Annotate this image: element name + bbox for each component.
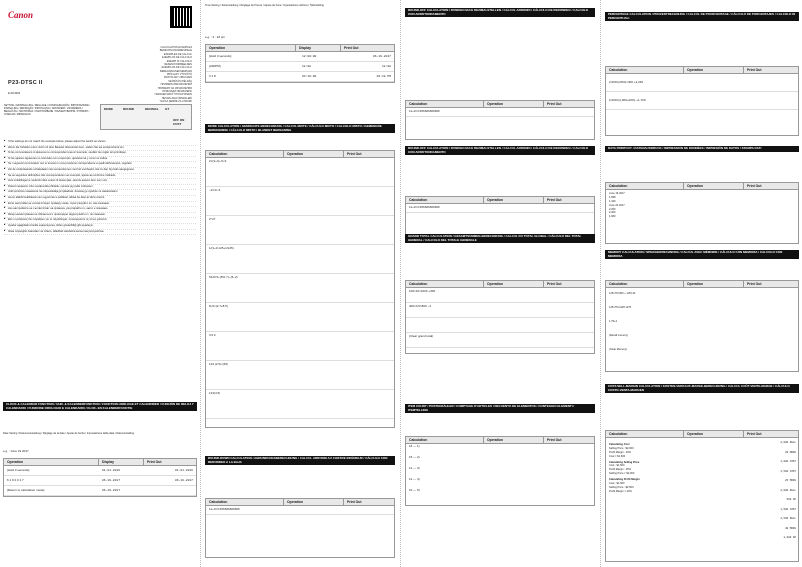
list-item: Calculating Profit Margin (609, 478, 640, 482)
col-operation: Operation (684, 281, 744, 287)
grandtotal-table (405, 280, 595, 354)
table-row: 2,000×(2,000÷20%) +1,700 (606, 92, 798, 110)
col-calculation: Calculation (606, 183, 684, 189)
list-item: Selling Price = $2,000 (609, 472, 635, 476)
canon-logo: Canon (8, 10, 34, 20)
col-printout: Print Out (747, 282, 762, 286)
instruction-bullet: ■ Εάν οι ρυθμίσεις δεν ταιριάζουν με το παράδειγμα, προσαρμόστε τις όπως φαίνεται. (4, 218, 196, 224)
list-item: 25 MRG% (785, 479, 796, 482)
example-time: e.g. : 3 : 18 pm (205, 35, 226, 39)
cell-operation: 6 1 9 2 0 1 7 (7, 477, 24, 482)
instruction-bullet: ■ Pokud nastavení níže neodpovídá příkladu, upravte jej podle zobrazení. (4, 185, 196, 191)
memory-heading: MEMORY CALCULATION / SPEICHERRECHNUNG / CALCUL AVEC MÉMOIRE / CÁLCULO CON MEMORIA / CALCOLO CON MEMORIA (605, 250, 799, 259)
table-row (4, 486, 196, 496)
table-row: 12 — 4) (409, 477, 420, 482)
dataprint-table (605, 182, 799, 244)
time-table (205, 44, 395, 83)
col-display: Display (99, 459, 144, 465)
col-operation: Operation (684, 67, 744, 73)
table-row: 400×0.5=800 −4 (406, 303, 594, 318)
cost-table (605, 430, 799, 562)
list-item: 2,500 SELL (780, 517, 796, 520)
toc-item: BEREGNINGSEKSEMPLER (160, 69, 192, 73)
col-printout: Print Out (547, 282, 562, 286)
list-item: 1,500 COST (780, 469, 796, 473)
col-operation: Operation (284, 499, 344, 505)
table-row: 16 — 1) (409, 444, 420, 449)
instruction-bullet: ■ If the settings do not match the example below, please adjust the switch as shown. (4, 140, 196, 146)
memory-table (605, 280, 799, 372)
toc-item: ПРИКЛАДИ ОБЧИСЛЕНЬ (162, 89, 192, 93)
list-item: Cost : $1,500 (609, 482, 625, 486)
table-row: 2^27 (206, 216, 394, 245)
table-row: 11÷3=3.666666666666 (206, 506, 394, 515)
toc-item: BERECHNUNGSBEISPIELE (159, 49, 192, 53)
table-row (406, 318, 594, 333)
roundall-heading: ROUND-DOWN CALCULATION / ABRUNDUNGSBERECHNUNG / CALCUL ARRONDI AU CHIFFRE INFÉRIEUR / CÁLCULO CON REDONDEO A LA BAJA (205, 456, 395, 465)
cell-operation: 3 1 8 (209, 73, 216, 78)
table-row (206, 52, 394, 62)
roundoff-table-1 (405, 100, 595, 140)
qr-code (170, 6, 192, 28)
roundall-table (205, 498, 395, 558)
toc-item: SZÁMÍTÁSI PÉLDÁK (168, 79, 192, 83)
list-item: Profit Margin : 20% (609, 450, 632, 454)
list-item: (Clear Memory) (609, 348, 628, 351)
list-item: 1,500 COST (780, 507, 796, 511)
example-date: e.g. : June 19 2017 (3, 449, 29, 453)
instruction-bullet: ■ Se i seguenti commutatori non si trovano in una posizione corrispondente a quelli dell'esempio, regolarli. (4, 162, 196, 168)
cell-operation: [Return to calculation mode] (7, 487, 45, 492)
cell-printout: 06-19-2017 (372, 54, 391, 58)
toc-item: REKENVOORBEELDEN (164, 62, 192, 66)
col-operation: Operation (206, 45, 296, 51)
cell-display: 01-01-2016 (102, 468, 121, 472)
list-item: June 20 2017 (609, 203, 625, 207)
list-item: 2,300 (609, 211, 616, 215)
dataprint-heading: DATA PRINTOUT / DATENAUSDRUCK / IMPRESSION DE DONNÉES / IMPRESIÓN DE DATOS / STAMPA DATI (605, 146, 799, 152)
percent-heading: PERCENTAGE CALCULATION / PROZENTRECHNUNG / CALCUL DE POURCENTAGE / CÁLCULO DE PORCENTAJES / CALCOLO DI PERCENTUALI (605, 12, 799, 21)
list-item: 125×76=300 + 125×10 (609, 292, 636, 295)
col-operation: Operation (684, 183, 744, 189)
itemcount-heading: ITEM COUNT / POSTENZÄHLER / COMPTAGE D'ARTICLES / RECUENTO DE ELEMENTOS / CONTEGGIO ELEMENTI / ITEMTELLING (405, 404, 595, 413)
list-item: Cost = $1,600 (609, 454, 626, 458)
grandtotal-heading: GRAND TOTAL CALCULATION / GESAMTSUMMEN-BERECHNUNG / CALCUL DU TOTAL GLOBAL / CÁLCULO DEL TOTAL GENERAL / CALCOLO DEL TOTALE GENERALE (405, 234, 595, 243)
table-row (4, 476, 196, 486)
date-setting-heading: Date Setting / Datumseinstellung / Réglage de la date / Ajuste de fecha / Impostazione della data / Datuminstelling (3, 432, 135, 435)
list-item: Cost : $1,500 (609, 464, 625, 468)
column-1 (0, 0, 200, 567)
col-printout: Print Out (747, 68, 762, 72)
instruction-bullet: ■ Ha az alábbi beállítások nem egyeznek a példával, állítsa be őket az ábra szerint. (4, 196, 196, 202)
toc-list (100, 46, 192, 103)
table-row: 123(4.5) (206, 390, 394, 419)
instruction-bullet: ■ Ако настройките не съответстват на примера, регулирайте ги, както е показано. (4, 207, 196, 213)
col-operation: Operation (484, 101, 544, 107)
table-row: −2×3²−6 (206, 187, 394, 216)
date-table (3, 458, 197, 497)
table-row: 11÷3=3.666666666666 (406, 108, 594, 117)
toc-item: ПРИМЕРИ ЗА ИЗЧИСЛЕНИЯ (157, 86, 192, 90)
instruction-bullet: ■ Якщо налаштування не збігаються з прикладом, відрегулюйте їх, як показано. (4, 213, 196, 219)
col-calculation: Calculation (206, 499, 284, 505)
manual-code: E-IM-3003 (8, 92, 21, 95)
col-calculation: Calculation (606, 67, 684, 73)
list-item: 20 MRG% (785, 450, 796, 454)
table-row: 11÷3=3.666666666666 (406, 204, 594, 213)
toc-item: PRÍKLADY VÝPOČTŮ (166, 73, 192, 76)
table-row: 2,000×(20%)=400 +2,240 (606, 74, 798, 92)
toc-item: EXEMPLES DE CALCUL (163, 52, 192, 56)
time-setting-heading: Time Setting / Zeiteinstellung / Réglage de l'heure / Ajuste de hora / Impostazione dell'ora / Tijdinstelling (205, 4, 324, 7)
col-printout: Print Out (547, 102, 562, 106)
col-calculation: Calculation (606, 431, 684, 437)
model-name: P23-DTSC II (8, 80, 43, 86)
col-operation: Operation (484, 437, 544, 443)
list-item: June 19 2017 (609, 192, 625, 195)
column-4 (601, 0, 801, 567)
toc-item: CALCULATION EXAMPLES (160, 46, 192, 49)
cell-printout: 01-01-2016 (174, 468, 193, 472)
col-operation: Operation (684, 431, 744, 437)
col-calculation: Calculation (606, 281, 684, 287)
table-row (206, 72, 394, 82)
col-calculation: Calculation (406, 437, 484, 443)
col-operation: Operation (484, 197, 544, 203)
list-item: Calculating Selling Price (609, 460, 640, 464)
table-row: 100×10=1000 +300 (406, 288, 594, 303)
roundoff-heading: ROUND-OFF CALCULATION / RUNDEN NACH DEZIMALSTELLEN / CALCUL ARRONDI / CÁLCULO DE REDONDEO / CALCOLO CON ARROTONDAMENTO (405, 8, 595, 17)
list-item: 1,960 (609, 215, 616, 219)
col-calculation: Calculation (206, 151, 284, 157)
toc-item: YELİKA ŞEMBE ZA UHAVIRI (159, 100, 192, 103)
col-operation: Operation (4, 459, 99, 465)
list-item: Selling Price : $2,000 (609, 446, 634, 450)
diagram-label: GT (165, 107, 170, 111)
table-row: 10 — 5) (409, 488, 420, 493)
col-calculation: Calculation (406, 281, 484, 287)
cell-display: 03:18:00 (301, 74, 317, 78)
instruction-bullet: ■ Si les commutateurs ci-dessous ne correspondent pas à l'exemple, veuillez les régler tel qu'indiqué. (4, 151, 196, 157)
table-row: 123 (2.5)√(45) (206, 361, 394, 390)
col-printout: Print Out (747, 432, 762, 436)
list-item: Profit Margin : 25% (609, 468, 632, 472)
cell-operation: [Hold 3 seconds] (7, 467, 30, 472)
settings-heading: SETTING / EINSTELLUNG / REGLAGE / CONFIGURACIÓN / IMPOSTAZIONE / INSTELLING / DEFINIÇÃO / INDSTILLING / NASTAVENÍ / USTAWIENIA / BEÁLLÍTÁS / НАСТРОЙКА / НАСТРОЙВАНЕ / НАЛАШТУВАННЯ / ΡΥΘΜΙΣΗ / AYARLAR / MIPANGILIO (4, 104, 91, 117)
diagram-label: OFF ON CUST (173, 118, 185, 126)
list-item: 500 GP (786, 498, 796, 501)
col-calculation: Calculation (406, 101, 484, 107)
col-operation: Operation (284, 151, 344, 157)
switch-diagram (100, 104, 192, 130)
diagram-label: ROUND (123, 107, 134, 111)
list-item: (Recall memory) (609, 334, 629, 337)
table-row: 5123.5÷(5%·7)−(5−2) (206, 274, 394, 303)
instruction-bullet: ■ Ikiwa mipangilio haiendani na mfano, tafadhali rekebisha kama inavyoonyeshwa. (4, 230, 196, 236)
table-row (4, 466, 196, 476)
cell-display: 12:00:00 (301, 54, 317, 58)
list-item: 1 75+2 (609, 320, 618, 323)
list-item: 40 MRG% (785, 526, 796, 530)
instruction-bullet: ■ Als de onderstaande schakelaars niet overeenkomen met het voorbeeld, stel ze dan bij zoals aangegeven. (4, 168, 196, 174)
cell-printout: 06-19-2017 (174, 478, 193, 482)
cost-heading: COST-SELL-MARGIN CALCULATION / KOSTEN-VERKAUF-MARGE-BERECHNUNG / CALCUL COÛT-VENTE-MARGE / CÁLCULO COSTO-VENTA-MARGEN (605, 384, 799, 393)
col-operation: Operation (484, 281, 544, 287)
table-row: 2×(3+4)−5÷9 (206, 158, 394, 187)
diagram-label: DECIMAL (145, 107, 159, 111)
diagram-label: MODE (104, 107, 113, 111)
col-printout: Print Out (747, 184, 762, 188)
roundoff-table-2 (405, 196, 595, 236)
toc-item: EJEMPLOS DE CÁLCULO (161, 56, 192, 60)
instruction-bullet: ■ Se as seguintes definições não corresponderem ao exemplo, ajuste-as conforme indicado. (4, 174, 196, 180)
col-printout: Print Out (547, 198, 562, 202)
instruction-bullet: ■ Jeśli poniższe ustawienia nie odpowiadają przykładowi, dostosuj je zgodnie ze wskazaniami. (4, 190, 196, 196)
list-item: 2,300 (609, 207, 616, 211)
col-calculation: Calculation (406, 197, 484, 203)
list-item: 1,998 (609, 195, 616, 199)
table-row (206, 62, 394, 72)
itemcount-table (405, 436, 595, 506)
instruction-bullet: ■ Если настройки не соответствуют примеру ниже, отрегулируйте их, как показано. (4, 202, 196, 208)
list-item: 2,000 SELL (780, 441, 796, 444)
cell-operation: [AM/PM] (209, 63, 221, 68)
instruction-bullet: ■ Wenn die Schalter unten nicht mit dem Beispiel übereinstimmen, stellen Sie sie entsprechend ein. (4, 146, 196, 152)
col-printout: Print Out (347, 152, 362, 156)
instruction-bullets (4, 140, 196, 235)
toc-item: HESAPLAMA ÖRNEKLERİ (161, 96, 192, 100)
roundoff-heading-2: ROUND-OFF CALCULATION / RUNDEN NACH DEZIMALSTELLEN / CALCUL ARRONDI / CÁLCULO DE REDONDEO / CALCOLO CON ARROTONDAMENTO (405, 146, 595, 155)
clock-heading: CLOCK & CALENDAR FUNCTION / UHR- & KALENDERFUNKTION / FONCTION HORLOGE ET CALENDRIER / FUNCIÓN DE RELOJ Y CALENDARIO / FUNZIONE OROLOGIO E CALENDARIO / KLOK- EN KALENDERFUNCTIE (3, 402, 197, 411)
column-2 (201, 0, 401, 567)
col-printout: Print Out (347, 500, 362, 504)
toc-item: ESEMPI DI CALCOLO (166, 59, 192, 63)
cell-display: 12:00 (301, 64, 311, 68)
list-item: 1,429 (609, 199, 616, 203)
list-item: Selling Price : $2,500 (609, 485, 634, 489)
toc-item: ΠΑΡΑΔΕΙΓΜΑΤΑ ΥΠΟΛΟΓΙΣΜΩΝ (154, 93, 192, 97)
mode-heading: MODE CALCULATION / GEMISCHTE BERECHNUNG / CALCUL MIXTE / CÁLCULO MIXTO / CALCOLO MISTO / GEMENGDE BEREKENING / CÁLCULO MISTO / BLANDET BEREGNING (205, 124, 395, 133)
table-row: 15 — 2) (409, 455, 420, 460)
list-item: Calculating Cost (609, 443, 630, 446)
toc-item: ПРИМЕРЫ ВЫЧИСЛЕНИЙ (160, 83, 192, 87)
column-3 (401, 0, 601, 567)
col-printout: Print Out (547, 438, 562, 442)
instruction-bullet: ■ Hvis indstillingerne nedenfor ikke svarer til eksemplet, skal du justere dem som vist. (4, 179, 196, 185)
cell-printout: 12:00 (381, 64, 391, 68)
list-item: Profit Margin = 40% (609, 489, 632, 493)
toc-item: PRZYKŁADY OBLICZEŃ (163, 76, 192, 80)
col-display: Display (296, 45, 341, 51)
table-row: 3.5 F (206, 332, 394, 361)
cell-operation: [Hold 3 seconds] (209, 53, 232, 58)
list-item: 2,000 SELL (780, 488, 796, 492)
cell-display: 06-19-2017 (102, 478, 121, 482)
instruction-bullet: ■ Ayarlar aşağıdaki örnekle eşleşmiyorsa, lütfen gösterildiği gibi ayarlayın. (4, 224, 196, 230)
table-row: 8÷5×(2.7+8.5) (206, 303, 394, 332)
instruction-bullet: ■ Si los ajustes siguientes no coinciden con el ejemplo, ajústelos tal y como se indica. (4, 157, 196, 163)
col-printout: Print Out (344, 46, 359, 50)
table-row: 1/(1+0.125+1/125) (206, 245, 394, 274)
toc-item: EXEMPLOS DE CÁLCULO (161, 66, 192, 70)
list-item: 125×76=1125 1175 (609, 306, 632, 309)
table-row: (Clear grand total) (406, 333, 594, 348)
list-item: 1,600 COST (780, 460, 796, 463)
mode-table (205, 150, 395, 428)
list-item: 1,000 GP (783, 536, 796, 539)
percent-table (605, 66, 799, 136)
cell-printout: 03:18 PM (376, 74, 391, 78)
cell-display: 06-19-2017 (102, 488, 121, 492)
table-row: 14 — 3) (409, 466, 420, 471)
col-printout: Print Out (147, 460, 162, 464)
